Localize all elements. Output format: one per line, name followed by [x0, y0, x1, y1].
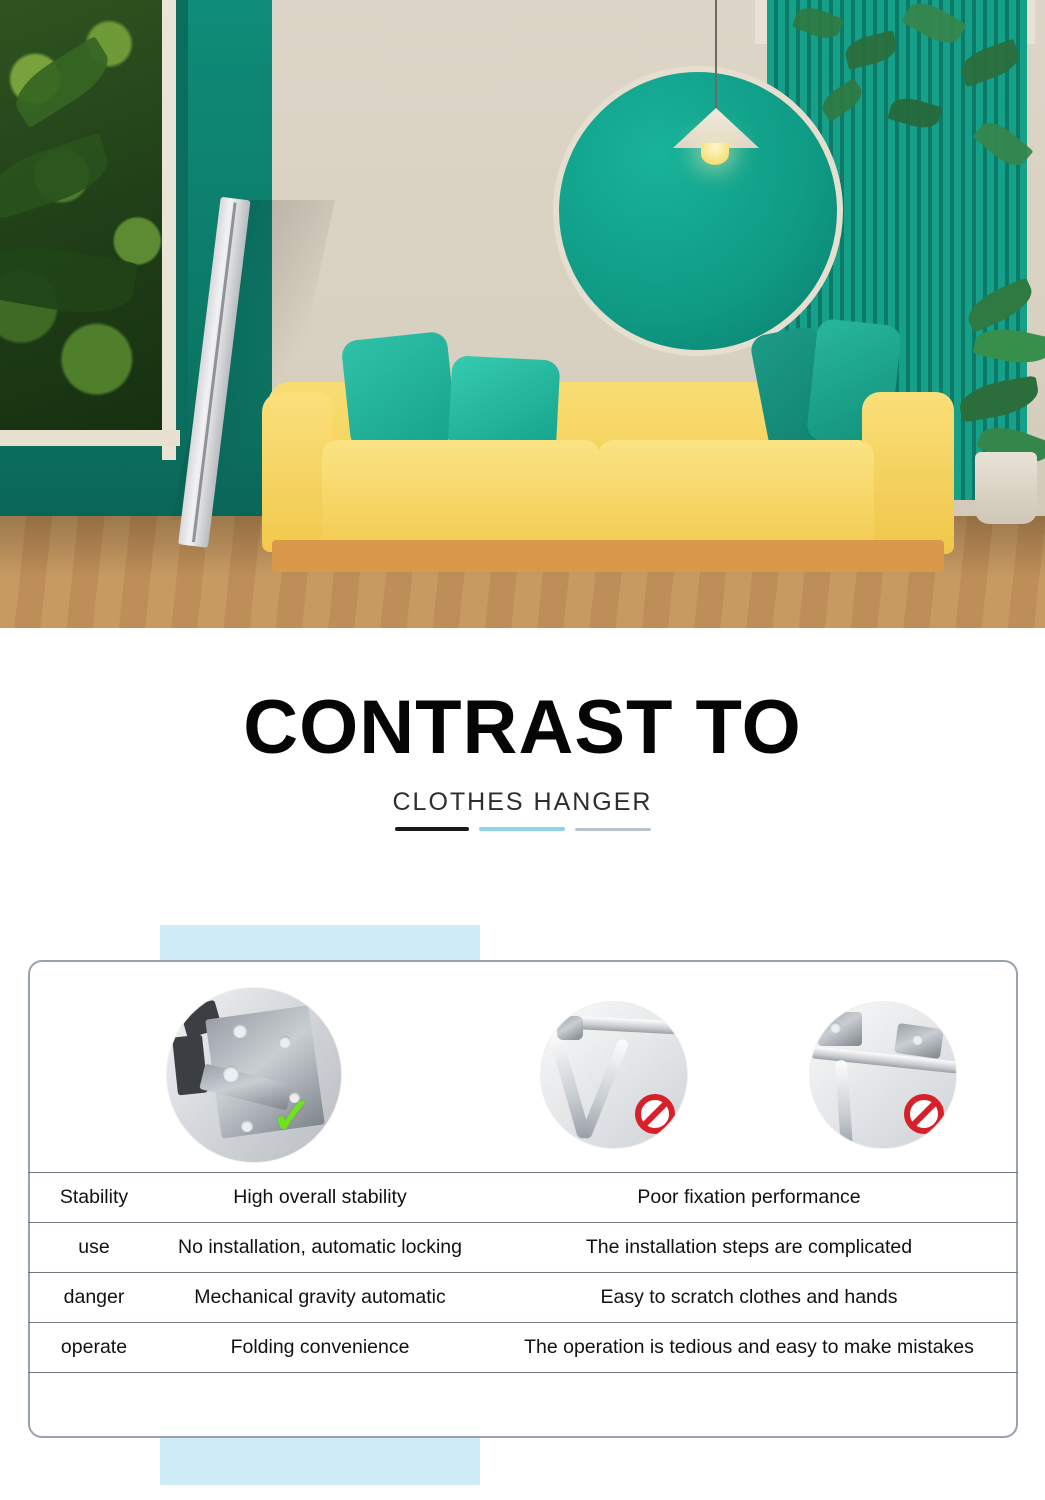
- product-hinge-closeup: [167, 988, 341, 1162]
- divider-dark: [395, 827, 469, 831]
- title-block: [0, 628, 1045, 831]
- divider-rules: [0, 827, 1045, 831]
- throw-pillow: [341, 331, 458, 451]
- hero-photo: [0, 0, 1045, 628]
- divider-grey: [575, 828, 651, 831]
- row-label: operate: [28, 1323, 160, 1373]
- pendant-lamp-cord: [715, 0, 717, 110]
- row-theirs: Poor fixation performance: [480, 1173, 1018, 1223]
- plant-pot: [975, 452, 1037, 524]
- table-row: [28, 1323, 1018, 1373]
- row-ours: High overall stability: [160, 1173, 480, 1223]
- check-icon: ✓: [271, 1088, 313, 1144]
- comparison-table: [28, 1172, 1018, 1373]
- row-theirs: The installation steps are complicated: [480, 1223, 1018, 1273]
- rivet-hole: [233, 1024, 247, 1038]
- competitor-joint-closeup: [541, 1002, 687, 1148]
- prohibited-icon: [904, 1094, 944, 1134]
- row-theirs: Easy to scratch clothes and hands: [480, 1273, 1018, 1323]
- photo-cell-ours: [28, 984, 480, 1166]
- row-ours: Folding convenience: [160, 1323, 480, 1373]
- sofa-plinth: [272, 540, 944, 572]
- row-ours: No installation, automatic locking: [160, 1223, 480, 1273]
- page-subtitle: CLOTHES HANGER: [392, 788, 653, 816]
- potted-plant-leaf: [957, 375, 1042, 422]
- rivet-hole: [241, 1120, 253, 1132]
- window-frame-vertical: [162, 0, 176, 460]
- row-label: danger: [28, 1273, 160, 1323]
- row-label: use: [28, 1223, 160, 1273]
- rivet-hole: [223, 1066, 239, 1082]
- table-row: [28, 1273, 1018, 1323]
- table-row: [28, 1173, 1018, 1223]
- prohibited-icon: [635, 1094, 675, 1134]
- row-label: Stability: [28, 1173, 160, 1223]
- pendant-lamp-bulb: [701, 143, 729, 165]
- screw-hole: [912, 1034, 923, 1045]
- competitor-bracket-closeup: [810, 1002, 956, 1148]
- comparison-photos: [28, 975, 1018, 1175]
- sofa-seat-cushion: [598, 440, 874, 552]
- table-row: [28, 1223, 1018, 1273]
- row-ours: Mechanical gravity automatic: [160, 1273, 480, 1323]
- page-title: CONTRAST TO: [243, 685, 802, 770]
- sofa-arm-right: [862, 392, 954, 554]
- photo-cell-competitor-2: [748, 984, 1018, 1166]
- window-frame-horizontal: [0, 430, 180, 446]
- potted-plant-leaf: [973, 322, 1045, 369]
- teal-wall-disc: [553, 66, 843, 356]
- rivet-hole: [279, 1036, 291, 1048]
- divider-teal: [479, 827, 565, 831]
- joint-connector: [557, 1016, 583, 1040]
- row-theirs: The operation is tedious and easy to make mistakes: [480, 1323, 1018, 1373]
- screw-hole: [830, 1022, 841, 1033]
- sofa-seat-cushion: [322, 440, 600, 552]
- photo-cell-competitor-1: [480, 984, 748, 1166]
